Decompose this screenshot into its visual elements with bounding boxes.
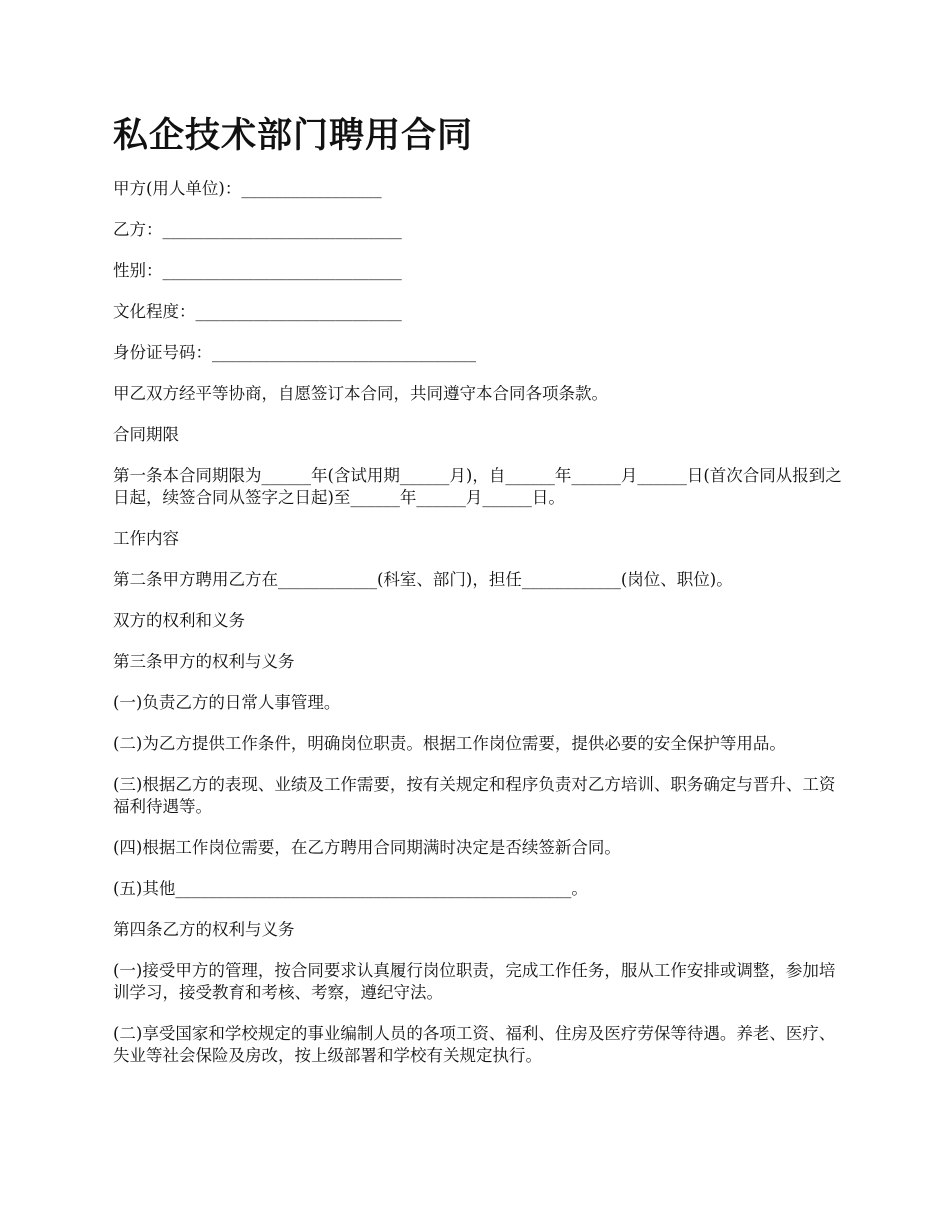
article-3-item-3: (三)根据乙方的表现、业绩及工作需要，按有关规定和程序负责对乙方培训、职务确定与晋升、工资福利待遇等。 <box>113 775 836 816</box>
field-party-b: 乙方：_____________________________ <box>113 220 402 239</box>
article-4-item-2: (二)享受国家和学校规定的事业编制人员的各项工资、福利、住房及医疗劳保等待遇。养老、医疗、失业等社会保险及房改，按上级部署和学校有关规定执行。 <box>113 1024 836 1065</box>
article-2: 第二条甲方聘用乙方在____________(科室、部门)，担任____________(岗位、职位)。 <box>113 570 733 589</box>
section-heading-rights: 双方的权利和义务 <box>113 611 245 630</box>
article-1: 第一条本合同期限为______年(含试用期______月)，自______年______月______日(首次合同从报到之日起，续签合同从签字之日起)至______年______月______日。 <box>113 466 842 507</box>
document-title: 私企技术部门聘用合同 <box>113 116 474 156</box>
article-4-item-1: (一)接受甲方的管理，按合同要求认真履行岗位职责，完成工作任务，服从工作安排或调整，参加培训学习，接受教育和考核、考察，遵纪守法。 <box>113 961 836 1002</box>
article-3-item-1: (一)负责乙方的日常人事管理。 <box>113 693 341 712</box>
article-3: 第三条甲方的权利与义务 <box>113 652 295 671</box>
article-3-item-4: (四)根据工作岗位需要，在乙方聘用合同期满时决定是否续签新合同。 <box>113 838 621 857</box>
section-heading-term: 合同期限 <box>113 425 179 444</box>
intro-paragraph: 甲乙双方经平等协商，自愿签订本合同，共同遵守本合同各项条款。 <box>113 384 608 403</box>
field-gender: 性别：_____________________________ <box>113 261 402 280</box>
section-heading-work: 工作内容 <box>113 529 179 548</box>
article-4: 第四条乙方的权利与义务 <box>113 920 295 939</box>
article-3-item-5: (五)其他________________________________________________。 <box>113 879 588 898</box>
document-page <box>113 112 843 1086</box>
article-3-item-2: (二)为乙方提供工作条件，明确岗位职责。根据工作岗位需要，提供必要的安全保护等用品。 <box>113 734 786 753</box>
field-id-number: 身份证号码：________________________________ <box>113 343 476 362</box>
field-party-a: 甲方(用人单位)：_________________ <box>113 179 382 198</box>
field-education: 文化程度：_________________________ <box>113 302 402 321</box>
